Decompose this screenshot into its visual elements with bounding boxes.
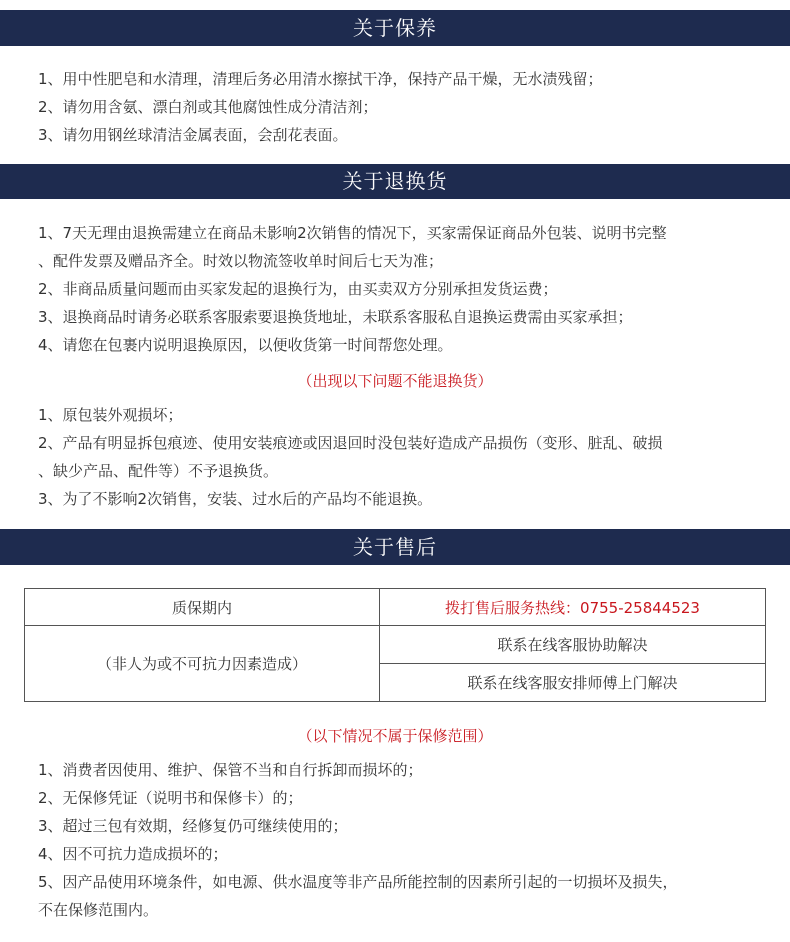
- after-sales-table: [24, 588, 766, 702]
- returns-item-1: 1、7天无理由退换需建立在商品未影响2次销售的情况下，买家需保证商品外包装、说明书完整: [38, 224, 667, 242]
- exclusion-item-2: 2、无保修凭证（说明书和保修卡）的；: [38, 789, 303, 807]
- exclusion-item-5: 5、因产品使用环境条件，如电源、供水温度等非产品所能控制的因素所引起的一切损坏及损失，: [38, 873, 678, 891]
- warranty-period-cell: 质保期内: [25, 589, 380, 626]
- care-section-header: [0, 10, 790, 46]
- care-item-3: 3、请勿用钢丝球清洁金属表面，会刮花表面。: [38, 126, 348, 144]
- returns-item-4: 4、请您在包裹内说明退换原因，以便收货第一时间帮您处理。: [38, 336, 453, 354]
- no-return-heading: （出现以下问题不能退换货）: [297, 372, 493, 390]
- no-return-item-2: 2、产品有明显拆包痕迹、使用安装痕迹或因退回时没包装好造成产品损伤（变形、脏乱、破损: [38, 434, 663, 452]
- exclusion-item-4: 4、因不可抗力造成损坏的；: [38, 845, 228, 863]
- exclusion-item-3: 3、超过三包有效期，经修复仍可继续使用的；: [38, 817, 348, 835]
- care-item-2: 2、请勿用含氨、漂白剂或其他腐蚀性成分清洁剂；: [38, 98, 378, 116]
- onsite-service-cell: 联系在线客服安排师傅上门解决: [380, 664, 766, 702]
- returns-item-2: 2、非商品质量问题而由买家发起的退换行为，由买卖双方分别承担发货运费；: [38, 280, 558, 298]
- exclusion-item-1: 1、消费者因使用、维护、保管不当和自行拆卸而损坏的；: [38, 761, 423, 779]
- returns-item-3: 3、退换商品时请务必联系客服索要退换货地址，未联系客服私自退换运费需由买家承担；: [38, 308, 633, 326]
- care-item-1: 1、用中性肥皂和水清理，清理后务必用清水擦拭干净，保持产品干燥，无水渍残留；: [38, 70, 603, 88]
- care-section-title: 关于保养: [353, 16, 437, 40]
- returns-section-title: 关于退换货: [342, 169, 448, 193]
- returns-item-1-cont: 、配件发票及赠品齐全。时效以物流签收单时间后七天为准；: [38, 252, 444, 270]
- after-sales-section-title: 关于售后: [353, 535, 437, 559]
- exclusion-item-5-cont: 不在保修范围内。: [38, 901, 159, 919]
- after-sales-section-header: [0, 529, 790, 565]
- no-return-item-1: 1、原包装外观损坏；: [38, 406, 183, 424]
- exclusion-heading: （以下情况不属于保修范围）: [297, 727, 493, 745]
- hotline-cell: 拨打售后服务热线：0755-25844523: [380, 589, 766, 626]
- returns-section-header: [0, 164, 790, 199]
- online-service-cell: 联系在线客服协助解决: [380, 626, 766, 664]
- no-return-item-3: 3、为了不影响2次销售，安装、过水后的产品均不能退换。: [38, 490, 433, 508]
- cause-cell: （非人为或不可抗力因素造成）: [25, 626, 380, 702]
- no-return-item-2-cont: 、缺少产品、配件等）不予退换货。: [38, 462, 279, 480]
